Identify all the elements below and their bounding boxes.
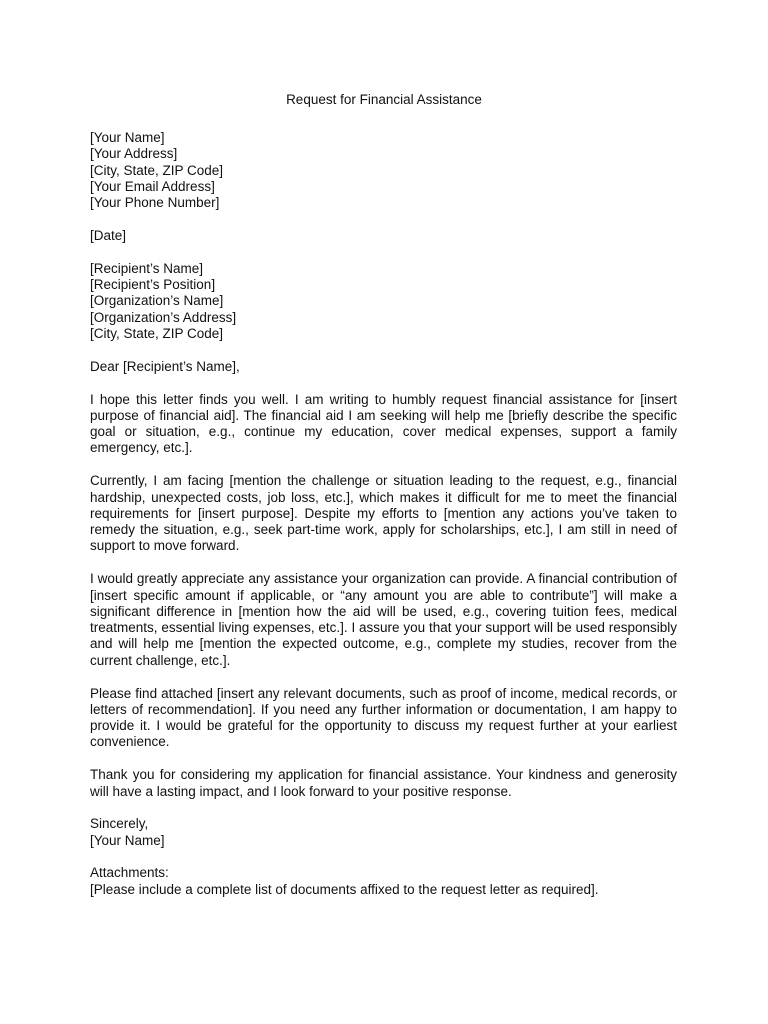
letter-body bbox=[90, 130, 677, 898]
paragraph-attachments: Please find attached [insert any relevant documents, such as proof of income, medical records, or letters of recommendation]. If you need any further information or documentation, I am happy to provide it. I would be grateful for the opportunity to discuss my request further at your earliest convenience. bbox=[90, 685, 677, 750]
document-title: Request for Financial Assistance bbox=[286, 92, 482, 107]
paragraph-thanks: Thank you for considering my application for financial assistance. Your kindness and generosity will have a lasting impact, and I look forward to your positive response. bbox=[90, 767, 677, 799]
organization-address: [Organization’s Address] bbox=[90, 309, 237, 325]
sender-name: [Your Name] bbox=[90, 130, 165, 145]
date-block bbox=[90, 228, 677, 244]
paragraph-request: I would greatly appreciate any assistance your organization can provide. A financial contribution of [insert specific amount if applicable, or “any amount you are able to contribute”] will make a significant difference in [mention how the aid will be used, e.g., covering tuition fees, medical treatments, essential living expenses, etc.]. I assure you that your support will be used responsibly and will help me [mention the expected outcome, e.g., complete my studies, recover from the current challenge, etc.]. bbox=[90, 571, 677, 668]
paragraph-situation: Currently, I am facing [mention the challenge or situation leading to the request, e.g., financial hardship, unexpected costs, job loss, etc.], which makes it difficult for me to meet the financial requirements for [insert purpose]. Despite my efforts to [mention any actions you’ve taken to remedy the situation, e.g., seek part-time work, apply for scholarships, etc.], I am still in need of support to move forward. bbox=[90, 473, 677, 554]
salutation-text: Dear [Recipient’s Name], bbox=[90, 358, 240, 374]
organization-name: [Organization’s Name] bbox=[90, 293, 224, 309]
letter-date: [Date] bbox=[90, 227, 127, 243]
attachments-note: [Please include a complete list of documents affixed to the request letter as required]. bbox=[90, 881, 599, 897]
sender-email: [Your Email Address] bbox=[90, 178, 215, 194]
sender-address-block bbox=[90, 130, 677, 211]
paragraph-introduction: I hope this letter finds you well. I am writing to humbly request financial assistance for [insert purpose of financial aid]. The financial aid I am seeking will help me [briefly describe the specific goal or situation, e.g., continue my education, cover medical expenses, support a family emergency, etc.]. bbox=[90, 391, 677, 456]
closing-text: Sincerely, bbox=[90, 816, 149, 832]
closing-block bbox=[90, 816, 677, 849]
recipient-address-block bbox=[90, 261, 677, 342]
attachments-label: Attachments: bbox=[90, 865, 169, 881]
recipient-city-state-zip: [City, State, ZIP Code] bbox=[90, 325, 224, 341]
recipient-name: [Recipient’s Name] bbox=[90, 260, 204, 276]
attachments-block bbox=[90, 865, 677, 898]
sender-phone: [Your Phone Number] bbox=[90, 195, 220, 211]
salutation bbox=[90, 359, 677, 375]
recipient-position: [Recipient’s Position] bbox=[90, 277, 216, 293]
sender-address: [Your Address] bbox=[90, 146, 178, 162]
sender-city-state-zip: [City, State, ZIP Code] bbox=[90, 162, 224, 178]
signature-name: [Your Name] bbox=[90, 832, 165, 848]
